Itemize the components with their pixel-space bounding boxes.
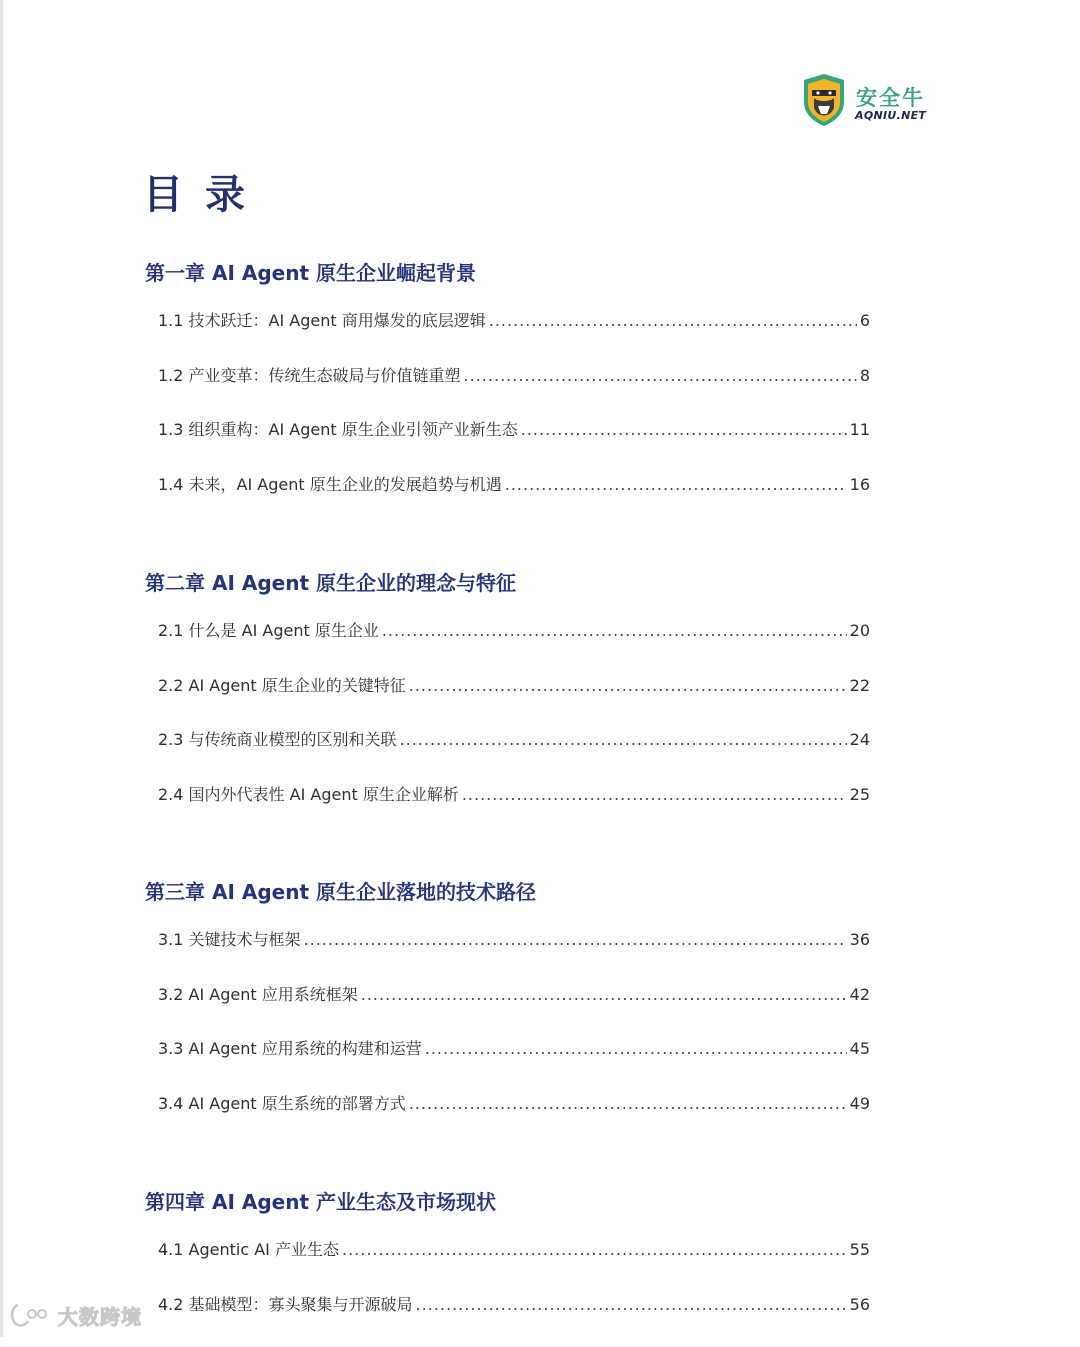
entry-page-number: 20 — [849, 621, 870, 640]
entry-page-number: 42 — [849, 984, 870, 1004]
toc-entry[interactable] — [145, 783, 870, 807]
logo-name-en: AQNIU.NET — [855, 109, 927, 122]
toc-entry[interactable] — [145, 418, 870, 442]
entry-page-number: 55 — [849, 1240, 870, 1259]
toc-entry[interactable] — [145, 1293, 870, 1317]
dot-leader — [505, 473, 847, 497]
toc-entry[interactable] — [145, 983, 870, 1007]
watermark-logo-icon — [8, 1301, 52, 1329]
entry-label: 3.4 AI Agent 原生系统的部署方式 — [158, 1093, 406, 1113]
entry-page-number: 56 — [849, 1294, 870, 1314]
toc-entry[interactable] — [145, 728, 870, 752]
toc-entry[interactable] — [145, 928, 870, 952]
dot-leader — [462, 783, 847, 807]
entry-page-number: 49 — [849, 1093, 870, 1113]
chapter-4 — [145, 1189, 870, 1347]
entry-label: 1.2 产业变革：传统生态破局与价值链重塑 — [158, 365, 461, 385]
toc-entry[interactable] — [145, 309, 870, 333]
entry-label: 4.2 基础模型：寡头聚集与开源破局 — [158, 1294, 413, 1314]
entry-list — [145, 619, 870, 807]
entry-label: 3.1 关键技术与框架 — [158, 930, 301, 949]
entry-page-number: 16 — [849, 474, 870, 494]
entry-page-number: 25 — [849, 784, 870, 804]
dot-leader — [409, 674, 847, 698]
anquanniu-logo — [800, 72, 930, 130]
entry-label: 2.3 与传统商业模型的区别和关联 — [158, 730, 397, 750]
page-title: 目录 — [143, 172, 267, 218]
logo-name-cn: 安全牛 — [856, 86, 925, 110]
entry-label: 4.1 Agentic AI 产业生态 — [158, 1240, 339, 1259]
dot-leader — [382, 619, 847, 643]
dot-leader — [464, 364, 857, 388]
entry-page-number: 22 — [849, 675, 870, 695]
entry-label: 1.4 未来，AI Agent 原生企业的发展趋势与机遇 — [158, 474, 502, 494]
entry-page-number: 24 — [849, 730, 870, 750]
toc-entry[interactable] — [145, 674, 870, 698]
entry-page-number: 11 — [849, 420, 870, 440]
toc-entry[interactable] — [145, 1037, 870, 1061]
chapter-heading[interactable]: 第四章 AI Agent 产业生态及市场现状 — [145, 1190, 496, 1214]
page-edge — [0, 0, 3, 1337]
chapter-heading[interactable]: 第二章 AI Agent 原生企业的理念与特征 — [145, 571, 516, 595]
dot-leader — [489, 309, 857, 333]
toc-entry[interactable] — [145, 473, 870, 497]
entry-label: 1.1 技术跃迁：AI Agent 商用爆发的底层逻辑 — [158, 311, 486, 330]
chapter-heading[interactable]: 第一章 AI Agent 原生企业崛起背景 — [145, 261, 476, 285]
warrior-shield-icon — [800, 72, 848, 128]
entry-list — [145, 1238, 870, 1317]
toc-entry[interactable] — [145, 619, 870, 643]
dot-leader — [361, 983, 847, 1007]
entry-page-number: 36 — [849, 930, 870, 949]
dot-leader — [304, 928, 847, 952]
toc-entry[interactable] — [145, 364, 870, 388]
dot-leader — [425, 1037, 847, 1061]
entry-page-number: 6 — [859, 311, 870, 330]
chapter-2 — [145, 570, 870, 837]
watermark-text: 大数跨境 — [58, 1304, 142, 1329]
dot-leader — [409, 1092, 847, 1116]
chapter-heading[interactable]: 第三章 AI Agent 原生企业落地的技术路径 — [145, 880, 536, 904]
entry-label: 2.1 什么是 AI Agent 原生企业 — [158, 621, 379, 640]
dot-leader — [416, 1293, 847, 1317]
entry-list — [145, 928, 870, 1116]
entry-label: 2.4 国内外代表性 AI Agent 原生企业解析 — [158, 784, 459, 804]
entry-label: 2.2 AI Agent 原生企业的关键特征 — [158, 675, 406, 695]
entry-label: 3.2 AI Agent 应用系统框架 — [158, 984, 358, 1004]
dot-leader — [342, 1238, 847, 1262]
watermark — [8, 1300, 142, 1330]
toc-entry[interactable] — [145, 1092, 870, 1116]
entry-label: 3.3 AI Agent 应用系统的构建和运营 — [158, 1039, 422, 1059]
entry-page-number: 8 — [859, 365, 870, 385]
dot-leader — [521, 418, 847, 442]
entry-page-number: 45 — [849, 1039, 870, 1059]
toc-entry[interactable] — [145, 1238, 870, 1262]
chapter-3 — [145, 879, 870, 1146]
entry-label: 1.3 组织重构：AI Agent 原生企业引领产业新生态 — [158, 420, 518, 440]
chapter-1 — [145, 260, 870, 527]
dot-leader — [400, 728, 847, 752]
entry-list — [145, 309, 870, 497]
